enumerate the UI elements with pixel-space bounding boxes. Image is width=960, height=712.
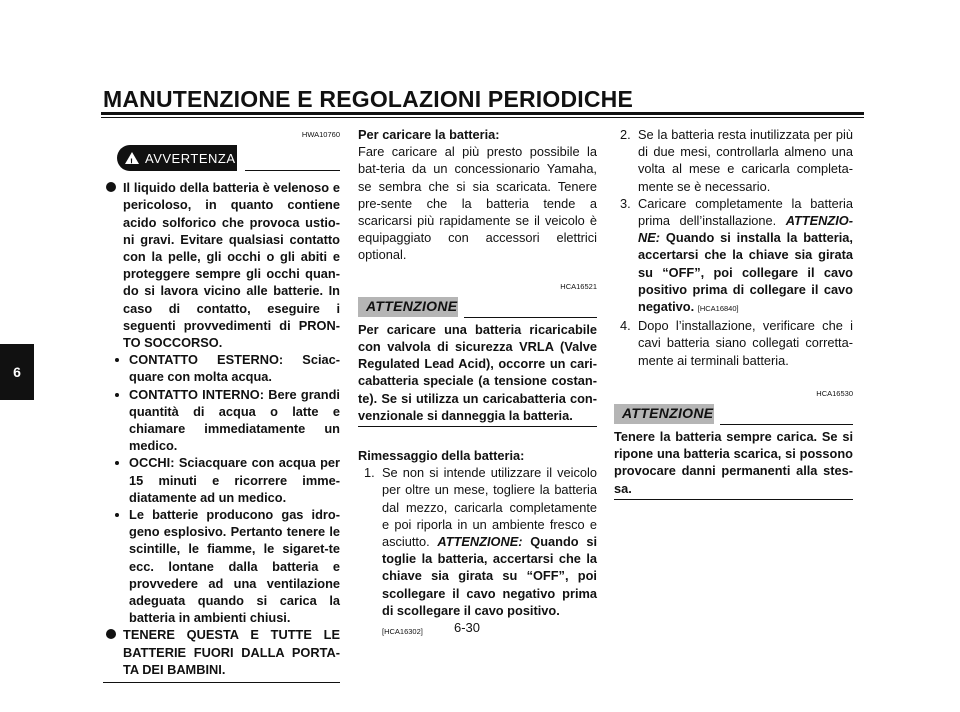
chapter-tab: 6 bbox=[0, 344, 34, 400]
page-header-title: MANUTENZIONE E REGOLAZIONI PERIODICHE bbox=[103, 86, 634, 112]
header-rule-thin bbox=[101, 117, 864, 118]
sub-bullet-dot-icon bbox=[115, 358, 119, 362]
warning-label: AVVERTENZA bbox=[145, 150, 236, 166]
paragraph: Fare caricare al più presto possibile la bat-teria da un concessionario Yamaha, se sembra che si sia scaricata. Tenere pre-sente che la batteria tende a scaricarsi più rapidamente se il veicolo è equipaggiato con accessori elettrici optional. bbox=[358, 144, 597, 263]
warning-list bbox=[103, 179, 340, 678]
sub-bullet: CONTATTO INTERNO: Bere grandi quantità di acqua o latte e chiamare immediatamente un medico. bbox=[103, 386, 340, 455]
step-number: 2. bbox=[620, 127, 631, 142]
sub-bullet: Le batterie producono gas idro-geno esplosivo. Pertanto tenere le scintille, le fiamme, le sigaret-te ecc. lontane dalla batteria e provvedere ad una ventilazione adeguata quando si carica la batteria in ambienti chiusi. bbox=[103, 506, 340, 626]
step-code: [HCA16840] bbox=[697, 304, 739, 314]
step-item bbox=[614, 126, 853, 195]
step-caution-label: ATTENZIONE: bbox=[437, 534, 523, 550]
caution-code: HCA16521 bbox=[560, 281, 597, 291]
step-caution-text: Quando si toglie la batteria, accertarsi che la chiave sia girata su “OFF”, poi scollegare il cavo negativo prima di scollegare il cavo positivo. bbox=[382, 534, 597, 618]
warning-bullet bbox=[103, 626, 340, 678]
middle-column bbox=[358, 126, 597, 640]
warning-bullet-text: TENERE QUESTA E TUTTE LE BATTERIE FUORI DALLA PORTA-TA DEI BAMBINI. bbox=[123, 627, 340, 677]
step-item bbox=[614, 317, 853, 369]
caution-header bbox=[614, 402, 853, 428]
sub-bullet-dot-icon bbox=[115, 513, 119, 517]
step-text: Se la batteria resta inutilizzata per più di due mesi, controllarla almeno una volta al mese e caricarla completa-mente se è necessario. bbox=[638, 127, 853, 194]
step-text: Caricare completamente la batteria prima dell’installazione. bbox=[638, 195, 853, 229]
step-text: Dopo l’installazione, verificare che i cavi batteria siano collegati corretta-mente ai terminali batteria. bbox=[638, 318, 853, 368]
caution-badge: ATTENZIONE bbox=[358, 297, 458, 317]
sub-bullet: CONTATTO ESTERNO: Sciac-quare con molta acqua. bbox=[103, 351, 340, 385]
caution-end-rule bbox=[614, 499, 853, 500]
bullet-dot-icon bbox=[106, 629, 116, 639]
warning-header-rule bbox=[245, 170, 340, 171]
warning-bullet-text: Il liquido della batteria è velenoso e pericoloso, in quanto contiene acido solforico che provoca ustio-ni gravi. Evitare qualsiasi contatto con la pelle, gli occhi o gli abiti e proteggere sempre gli occhi quan-do si lavora vicino alle batterie. In caso di contatto, eseguire i seguenti provvedimenti di PRON-TO SOCCORSO. bbox=[123, 180, 340, 351]
caution-text: Per caricare una batteria ricaricabile con valvola di sicurezza VRLA (Valve Regulated Lead Acid), occorre un cari-cabatteria speciale (a tensione costan-te). Se si utilizza un caricabatteria con-venzionale si danneggia la batteria. bbox=[358, 321, 597, 423]
storage-steps-continued bbox=[614, 126, 853, 369]
warning-badge bbox=[117, 145, 237, 171]
sub-bullet-dot-icon bbox=[115, 461, 119, 465]
step-number: 1. bbox=[364, 465, 375, 481]
bullet-dot-icon bbox=[106, 182, 116, 192]
header-rule bbox=[101, 112, 864, 115]
warning-header bbox=[103, 143, 340, 171]
caution-badge: ATTENZIONE bbox=[614, 404, 714, 424]
caution-header bbox=[358, 295, 597, 321]
page-number: 6-30 bbox=[454, 620, 481, 635]
warning-code: HWA10760 bbox=[301, 130, 340, 139]
storage-steps bbox=[358, 464, 597, 640]
section-heading: Rimessaggio della batteria: bbox=[358, 448, 525, 464]
caution-header-rule bbox=[464, 317, 597, 318]
sub-bullet: OCCHI: Sciacquare con acqua per 15 minuti e ricorrere imme-diatamente ad un medico. bbox=[103, 454, 340, 506]
step-item bbox=[614, 195, 853, 317]
step-number: 4. bbox=[620, 318, 631, 334]
step-number: 3. bbox=[620, 195, 631, 211]
section-heading: Per caricare la batteria: bbox=[358, 127, 500, 142]
warning-end-rule bbox=[103, 682, 340, 683]
caution-text: Tenere la batteria sempre carica. Se si ripone una batteria scarica, si possono provocare danni permanenti alla stes-sa. bbox=[614, 429, 853, 496]
caution-header-rule bbox=[720, 424, 853, 425]
first-aid-list bbox=[103, 351, 340, 626]
left-column bbox=[103, 126, 340, 683]
step-code: [HCA16302] bbox=[382, 627, 423, 637]
right-column bbox=[614, 126, 853, 500]
step-item bbox=[358, 464, 597, 640]
warning-bullet bbox=[103, 179, 340, 626]
step-text: Se non si intende utilizzare il veicolo per oltre un mese, togliere la batteria dal mezzo, caricarla completamente e poi riporla in un ambiente fresco e asciutto. bbox=[382, 465, 597, 550]
step-caution-label: ATTENZIO-NE: bbox=[638, 213, 853, 246]
caution-code: HCA16530 bbox=[816, 388, 853, 398]
sub-bullet-dot-icon bbox=[115, 393, 119, 397]
step-caution-text: Quando si installa la batteria, accertarsi che la chiave sia girata su “OFF”, poi collegare il cavo positivo prima di collegare il cavo negativo. bbox=[638, 230, 853, 315]
warning-triangle-icon: ! bbox=[125, 152, 139, 164]
